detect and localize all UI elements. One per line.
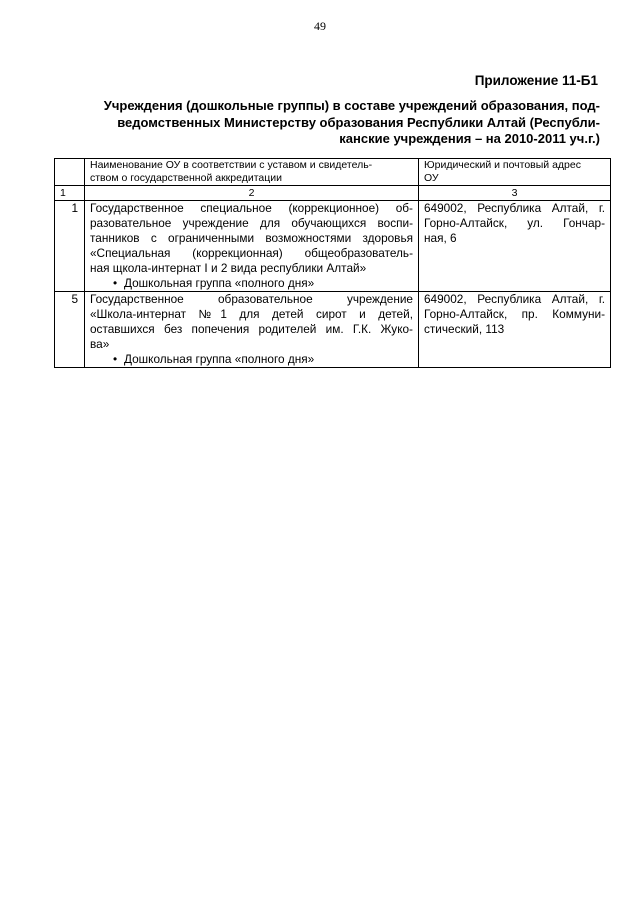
table-header-row	[55, 159, 611, 186]
name-line: танников с ограниченными возможностями здоровья	[90, 231, 413, 245]
table-row	[55, 201, 611, 292]
address-line: Горно-Алтайск, пр. Коммуни-	[424, 307, 605, 321]
row-number: 5	[55, 292, 85, 368]
column-number-row	[55, 186, 611, 201]
address-cell	[419, 292, 611, 368]
address-line: стический, 113	[424, 322, 505, 336]
address-line: ная, 6	[424, 231, 457, 245]
column-number: 1	[55, 186, 85, 201]
bullet-icon: •	[113, 352, 118, 366]
list-item	[90, 276, 413, 291]
name-line: разовательное учреждение для обучающихся воспи-	[90, 216, 413, 230]
title-line: Учреждения (дошкольные группы) в составе учреждений образования, под-	[103, 98, 600, 113]
title-line: канские учреждения – на 2010-2011 уч.г.)	[339, 131, 600, 146]
name-line: Государственное образовательное учреждение	[90, 292, 413, 306]
header-cell-name	[85, 159, 419, 186]
address-cell	[419, 201, 611, 292]
bullet-text: Дошкольная группа «полного дня»	[124, 276, 315, 290]
name-line: ная щкола-интернат I и 2 вида республики Алтай»	[90, 261, 367, 275]
name-line: «Школа-интернат №1 для детей сирот и детей,	[90, 307, 413, 321]
column-number: 3	[419, 186, 611, 201]
address-line: 649002, Республика Алтай, г.	[424, 201, 605, 215]
name-line: Государственное специальное (коррекционное) об-	[90, 201, 413, 215]
bullet-text: Дошкольная группа «полного дня»	[124, 352, 315, 366]
name-line: ва»	[90, 337, 110, 351]
column-number: 2	[85, 186, 419, 201]
header-cell-address	[419, 159, 611, 186]
document-title	[60, 98, 600, 148]
list-item	[90, 352, 413, 367]
header-cell-number	[55, 159, 85, 186]
name-line: «Специальная (коррекционная) общеобразователь-	[90, 246, 413, 260]
page-number: 49	[314, 19, 326, 33]
table-row	[55, 292, 611, 368]
header-line: ством о государственной аккредитации	[90, 172, 282, 184]
name-line: оставшихся без попечения родителей им. Г.К. Жуко-	[90, 322, 413, 336]
title-line: ведомственных Министерству образования Республики Алтай (Республи-	[117, 114, 600, 130]
institution-name-cell	[85, 292, 419, 368]
header-line: Юридический и почтовый адрес	[424, 159, 581, 171]
address-line: 649002, Республика Алтай, г.	[424, 292, 605, 306]
header-line: Наименование ОУ в соответствии с уставом и свидетель-	[90, 159, 373, 171]
institution-name-cell	[85, 201, 419, 292]
row-number: 1	[55, 201, 85, 292]
institutions-table	[54, 158, 611, 368]
header-line: ОУ	[424, 172, 439, 184]
appendix-label: Приложение 11-Б1	[474, 73, 598, 88]
address-line: Горно-Алтайск, ул. Гончар-	[424, 216, 605, 230]
bullet-icon: •	[113, 276, 118, 290]
